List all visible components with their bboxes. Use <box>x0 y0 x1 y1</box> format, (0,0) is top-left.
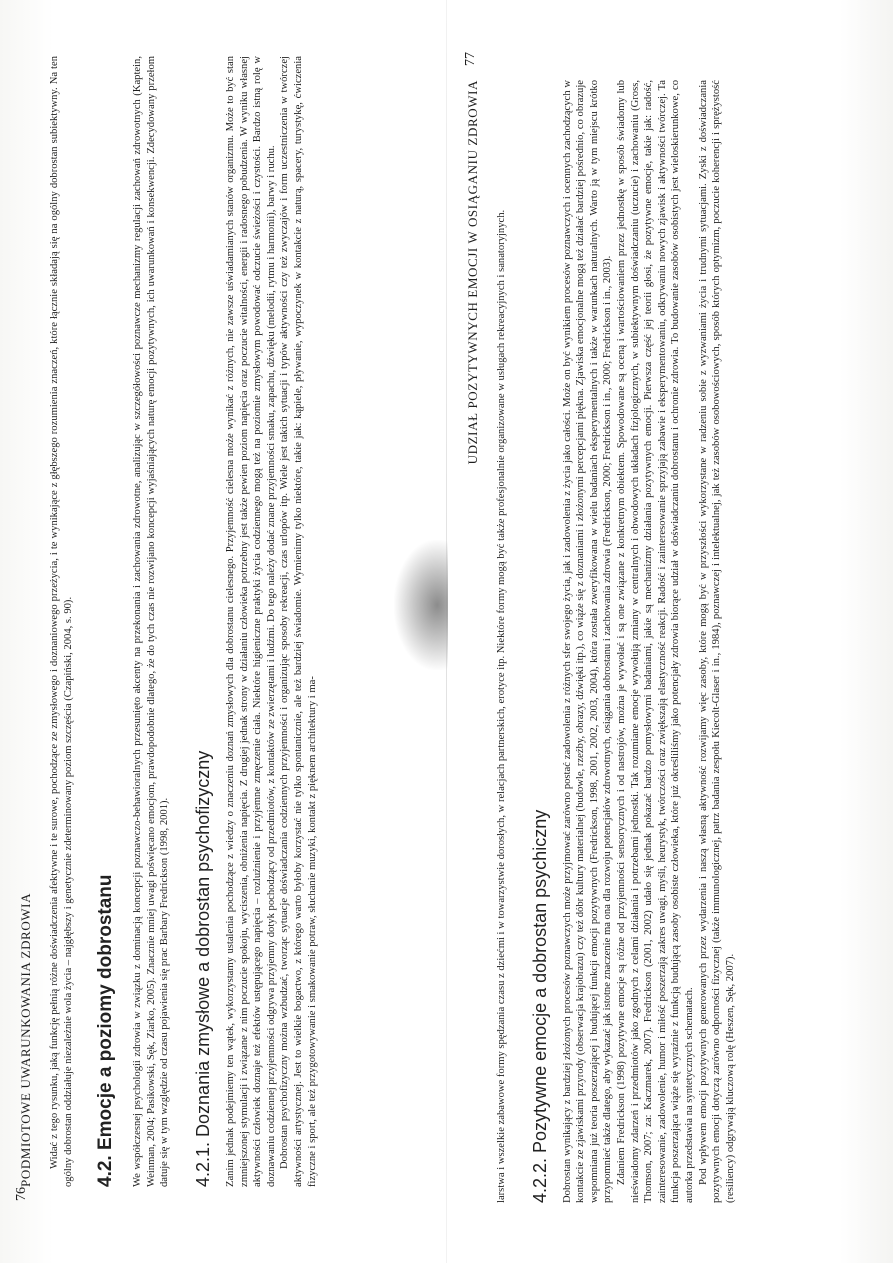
left-page-body <box>48 56 438 1187</box>
subsection-heading-4-2-1: 4.2.1. Doznania zmysłowe a dobrostan psychofizyczny <box>192 750 213 1187</box>
subsection-4-2-2-paragraph-a: Dobrostan wynikający z bardziej złożonych procesów poznawczych może przyjmować zarówno postać zadowolenia z różnych sfer swojego życia, jak i zadowolenia z życia jako całości. Może on być wynikiem procesów poznawczych i ocennych zachodzących w kontakcie ze zjawiskami przyrody (obserwacja krajobrazu) czy też dóbr kultury materialnej (budowle, rzeźby, obrazy, dźwięki itp.), co wiąże się z doznaniami i złożonymi percepcjami piękna. Zjawiska emocjonalne mogą też działać bardziej pośrednio, co obrazuje wspomniana już teoria poszerzającej i budującej funkcji emocji pozytywnych (Fredrickson, 1998, 2001, 2002, 2003, 2004), która została zweryfikowana w wielu badaniach eksperymentalnych i także w warunkach naturalnych. Warto ją w tym miejscu krótko przypomnieć także dlatego, aby wykazać jak istotne znaczenie ma ona dla rozwoju potencjałów zdrowotnych, osiągania dobrostanu i zachowania zdrowia (Fredrickson, 2000; Fredrickson i in., 2000; Fredrickson i in., 2003). <box>561 80 614 1203</box>
right-page-body <box>495 80 885 1203</box>
subsection-4-2-2-paragraph-b: Zdaniem Fredrickson (1998) pozytywne emocje są różne od przyjemności sensorycznych i od nastrojów, można je wywołać i są one związane z konkretnym obiektem. Spowodowane są oceną i wartościowaniem przez jednostkę w sposób świadomy lub nieświadomy zdarzeń i przedmiotów jako zgodnych z celami działania i potrzebami jednostki. Tak rozumiane emocje wywołują zmiany w centralnych i obwodowych układach fizjologicznych, w subiektywnym doświadczaniu (uczucie) i zachowaniu (Gross, Thomson, 2007; za: Kaczmarek, 2007). Fredrickson (2001, 2002) udało się jednak pokazać bardzo pomysłowymi badaniami, jakie są mechanizmy działania pozytywnych emocji. Pierwsza część jej teorii głosi, że pozytywne emocje, takie jak: radość, zainteresowanie, zadowolenie, humor i miłość poszerzają zakres uwagi, myśli, heurystyk, twórczości oraz zwiększają elastyczność reakcji. Radość i zainteresowanie sprzyjają zabawie i eksperymentowaniu, odkrywaniu nowych zjawisk i aktywności twórczej. Ta funkcja poszerzająca wiąże się wyraźnie z funkcją budującą zasoby osobiste człowieka, które już określiliśmy jako potencjały zdrowia biorące udział w doświadczaniu dobrostanu i ochronie zdrowia. To budowanie zasobów osobistych jest wieloskierunkowe, co autorka przedstawia na syntetycznych schematach. <box>615 80 695 1203</box>
running-head: UDZIAŁ POZYTYWNYCH EMOCJI W OSIĄGANIU ZDROWIA <box>465 80 480 465</box>
continuation-paragraph: larstwa i wszelkie zabawowe formy spędzania czasu z dziećmi i w towarzystwie dorosłych, w relacjach partnerskich, erotyce itp. Niektóre formy mogą być także profesjonalnie organizowane w usługach rekreacyjnych i sanatoryjnych. <box>496 209 507 1203</box>
subsection-heading-4-2-2: 4.2.2. Pozytywne emocje a dobrostan psychiczny <box>529 809 550 1203</box>
section-heading-4-2: 4.2. Emocje a poziomy dobrostanu <box>95 874 117 1187</box>
intro-paragraph: Widać z tego rysunku, jaką funkcję pełnią różne doświadczenia afektywne i te surowe, pochodzące ze zmysłowego i doznaniowego przeżycia, i te wynikające z głębszego rozumienia znaczeń, które łącznie składają się na ogólny dobrostan subiektywny. Na ten ogólny dobrostan oddziałuje niezależnie wola życia – najgłębszy i genetycznie zdeterminowany poziom szczęścia (Czapiński, 2004, s. 90). <box>49 56 74 1187</box>
page-number: 76 <box>14 1187 29 1201</box>
right-page <box>447 0 893 1263</box>
subsection-4-2-1-paragraph-a: Zanim jednak podejmiemy ten wątek, wykorzystamy ustalenia pochodzące z wiedzy o znaczeniu doznań zmysłowych dla dobrostanu cielesnego. Przyjemność cielesna może wynikać z różnych, nie zawsze uświadamianych stanów organizmu. Może to być stan zmniejszonej stymulacji i związane z nim poczucie spokoju, wyciszenia, obniżenia napięcia. Z drugiej jednak strony w działaniu człowieka potrzebny jest także pewien poziom napięcia oraz poczucie witalności, energii i radosnego pobudzenia. W wyniku własnej aktywności człowiek doznaje też efektów ustępującego napięcia – rozluźnienie i przyjemne zmęczenie ciała. Niektóre higieniczne praktyki życia codziennego mogą też na poziomie zmysłowym powodować odczucie świeżości i czystości. Bardzo istną rolę w doznawaniu codziennej przyjemności odgrywa przyjemny dotyk pochodzący od przedmiotów, z kontaktów ze zwierzętami i ludźmi. Do tego należy dodać znane przyjemności smaku, zapachu, dźwięku (melodii, rytmu i harmonii), barwy i ruchu. <box>224 56 277 1187</box>
page-number: 77 <box>463 52 478 66</box>
subsection-4-2-1-paragraph-b: Dobrostan psychofizyczny można wzbudzać, tworząc sytuacje doświadczania codziennych przyjemności i organizując sposoby rekreacji, czas urlopów itp. Wiele jest takich sytuacji i typów aktywności czy też zwyczajów i form uczestniczenia w twórczej aktywności artystycznej. Jest to wielkie bogactwo, z którego warto byłoby korzystać nie tylko spontanicznie, ale też bardziej świadomie. Wymienimy tylko niektóre, takie jak: kąpiele, pływanie, wypoczynek w kontakcie z naturą, spacery, turystykę, ćwiczenia fizyczne i sport, ale też przygotowywanie i smakowanie potraw, słuchanie muzyki, kontakt z pięknem architektury i ma- <box>279 56 318 1187</box>
subsection-4-2-2-paragraph-c: Pod wpływem emocji pozytywnych generowanych przez wydarzenia i naszą własną aktywność rozwijamy więc zasoby, które mogą być w przyszłości wykorzystane w radzeniu sobie z wyzwaniami życia i trudnymi sytuacjami. Zyski z doświadczania pozytywnych emocji dotyczą zarówno odporności fizycznej (także immunologicznej, patrz badania zespołu Kiecolt-Glaser i in., 1984), poznawczej i intelektualnej, jak też zasobów osobowościowych, sposób których optymizm, poczucie koherencji i sprężystość (resiliency) odgrywają kluczową rolę (Heszen, Sęk, 2007). <box>697 80 736 1203</box>
left-page <box>0 0 446 1263</box>
running-head: PODMIOTOWE UWARUNKOWANIA ZDROWIA <box>18 892 33 1187</box>
section-4-2-paragraph: We współczesnej psychologii zdrowia w związku z dominacją koncepcji poznawczo-behawioralnych przesunięto akcenty na przekonania i zachowania zdrowotne, analizując w szczegółowości poznawcze mechanizmy regulacji zachowań zdrowotnych (Kaptein, Weinman, 2004; Pasikowski, Sęk, Ziarko, 2005). Znacznie mniej uwagi poświęcano emocjom, prawdopodobnie dlatego, że do tych czas nie rozwijano koncepcji wyjaśniających naturę emocji pozytywnych, ich uwarunkowań i konsekwencji. Zdecydowany przełom datuje się w tym względzie od czasu pojawienia się prac Barbary Fredrickson (1998, 2001). <box>132 56 171 1187</box>
